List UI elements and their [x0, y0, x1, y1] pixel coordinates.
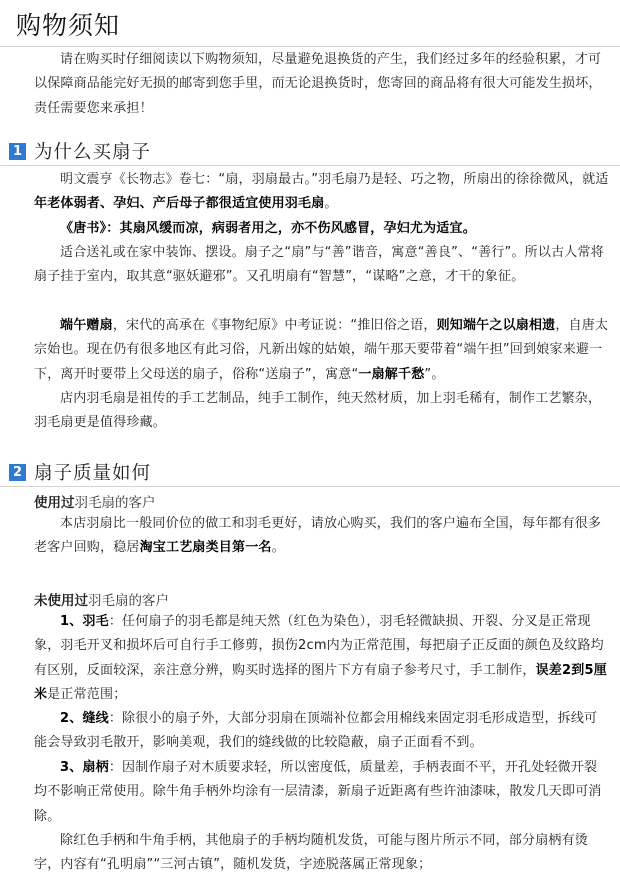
unused-customers-heading: 未使用过羽毛扇的客户: [34, 593, 169, 609]
page-title: 购物须知: [16, 11, 121, 40]
section-1-paragraph-1: 明文震亨《长物志》卷七：“扇，羽扇最古。”羽毛扇乃是轻、巧之物，所扇出的徐徐微风，就适年老体弱者、孕妇、产后母子都很适宜使用羽毛扇。: [34, 172, 609, 212]
handle-note: 3、扇柄：因制作扇子对木质要求轻，所以密度低，质量差，手柄表面不平，开孔处轻微开裂均不影响正常使用。除牛角手柄外均涂有一层清漆，新扇子近距离有些许油漆味，散发几天即可消除。: [34, 760, 602, 824]
section-1-header: [9, 140, 151, 162]
section-1-number-badge: 1: [9, 143, 26, 160]
feather-note: 1、羽毛：任何扇子的羽毛都是纯天然（红色为染色），羽毛轻微缺损、开裂、分叉是正常现象，羽毛开叉和损坏后可自行手工修剪，损伤2cm内为正常范围，每把扇子正反面的颜色及纹路均有区别，反面较深，亲注意分辨，购买时选择的图片下方有扇子参考尺寸，手工制作，误差2到5厘米是正常范围；: [34, 614, 607, 702]
used-customers-heading: 使用过羽毛扇的客户: [34, 495, 156, 511]
handle-extra-note: 除红色手柄和牛角手柄，其他扇子的手柄均随机发货，可能与图片所示不同，部分扇柄有烫字，内容有“孔明扇”“三河古镇”，随机发货，字迹脱落属正常现象；: [34, 833, 589, 873]
section-1-paragraph-4: 端午赠扇，宋代的高承在《事物纪原》中考证说：“推旧俗之语，则知端午之以扇相遗，自唐太宗始也。现在仍有很多地区有此习俗，凡新出嫁的姑娘，端午那天要带着“端午担”回到娘家来避一下，离开时要带上父母送的扇子，俗称“送扇子”，寓意“一扇解千愁”。: [34, 318, 609, 382]
section-1-divider: [0, 165, 620, 166]
intro-paragraph: 请在购买时仔细阅读以下购物须知，尽量避免退换货的产生，我们经过多年的经验积累，才可以保障商品能完好无损的邮寄到您手里，而无论退换货时，您寄回的商品将有很大可能发生损坏，责任需要您来承担！: [34, 52, 602, 116]
title-divider: [0, 46, 620, 47]
section-1-paragraph-5: 店内羽毛扇是祖传的手工艺制品，纯手工制作，纯天然材质，加上羽毛稀有，制作工艺繁杂，羽毛扇更是值得珍藏。: [34, 391, 602, 431]
section-2-title: 扇子质量如何: [34, 463, 152, 484]
section-1-paragraph-3: 适合送礼或在家中装饰、摆设。扇子之“扇”与“善”谐音，寓意“善良”、“善行”。所以古人常将扇子挂于室内，取其意“驱妖避邪”。又孔明扇有“智慧”，“谋略”之意，才干的象征。: [34, 245, 604, 285]
stitching-note: 2、缝线：除很小的扇子外，大部分羽扇在顶端补位都会用棉线来固定羽毛形成造型，拆线可能会导致羽毛散开，影响美观，我们的缝线做的比较隐蔽，扇子正面看不到。: [34, 711, 598, 751]
section-1-paragraph-2: 《唐书》：其扇风缓而凉，病弱者用之，亦不伤风感冒，孕妇尤为适宜。: [60, 221, 476, 236]
section-2-header: [9, 461, 151, 483]
section-1-title: 为什么买扇子: [34, 142, 152, 163]
used-customers-paragraph: 本店羽扇比一般同价位的做工和羽毛更好，请放心购买，我们的客户遍布全国，每年都有很多老客户回购，稳居淘宝工艺扇类目第一名。: [34, 516, 602, 556]
section-2-divider: [0, 486, 620, 487]
section-2-number-badge: 2: [9, 464, 26, 481]
